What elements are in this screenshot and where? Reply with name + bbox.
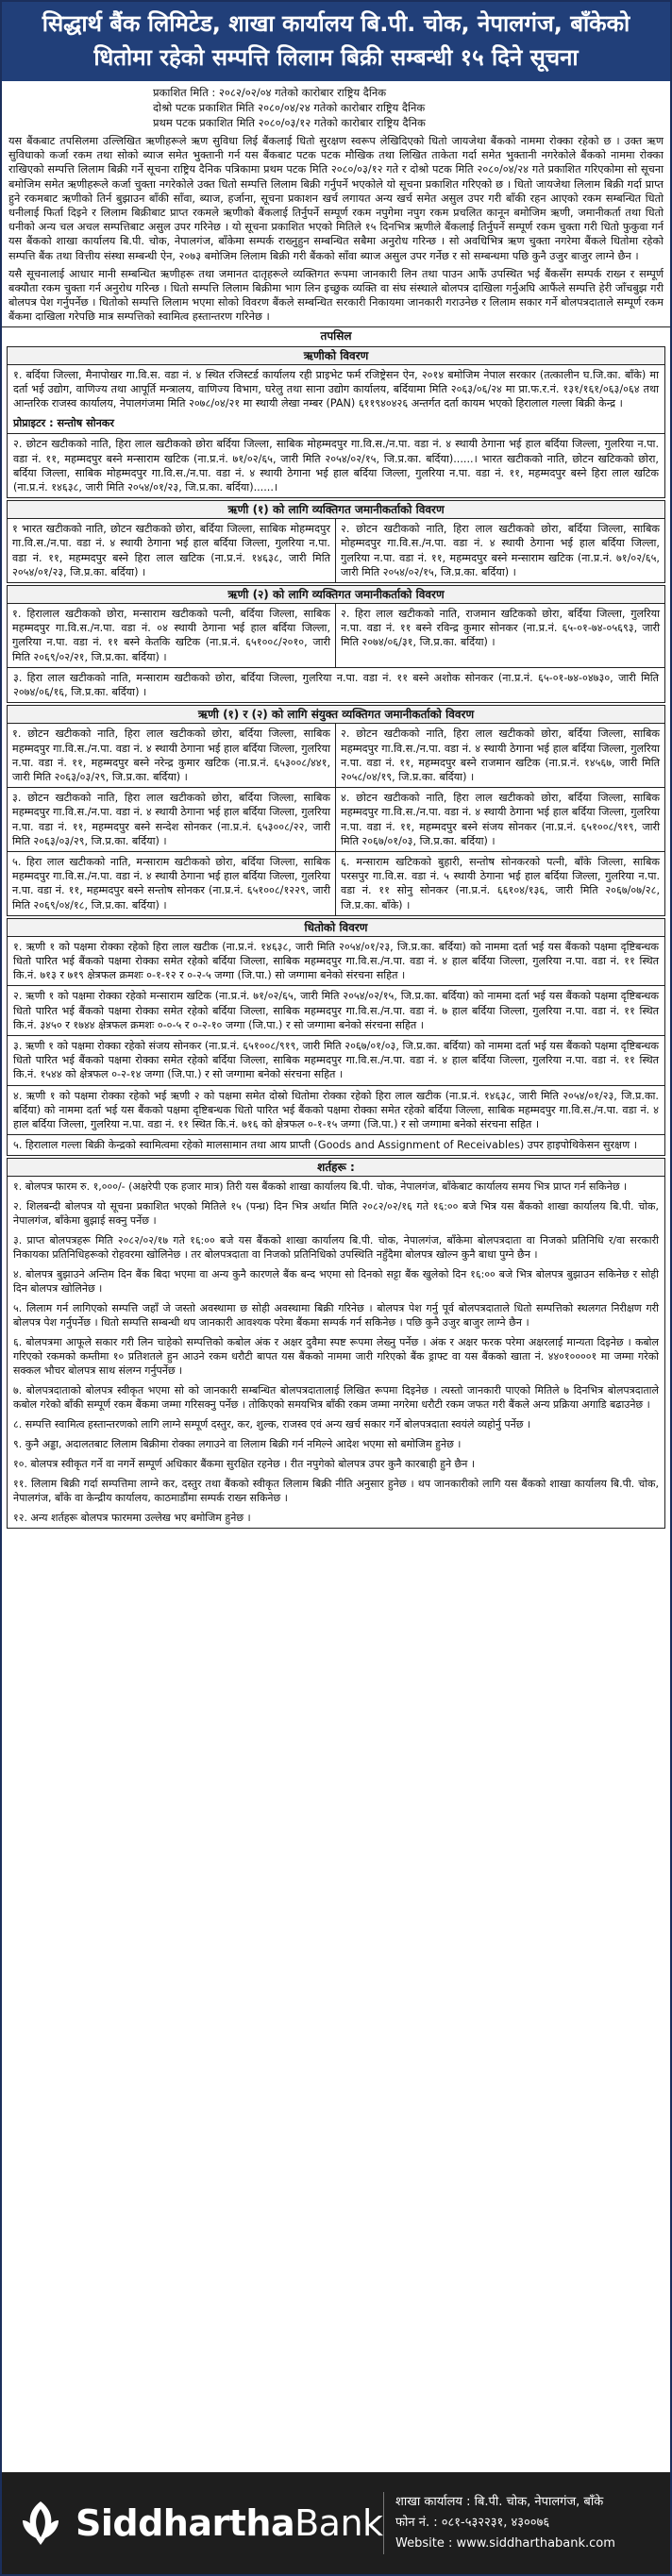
debtor-heading: ऋणीको विवरण xyxy=(8,347,664,365)
second-paragraph: यसै सूचनालाई आधार मानी सम्बन्धित ऋणीहरू तथा जमानत दातृहरूले व्यक्तिगत रूपमा जानकारी लिन तथा पाउन आफैं उपस्थित भई बैंकसँग सम्पर्क राख्न र सम्पूर्ण बक्यौता रकम चुक्ता गर्न अनुरोध गरिन्छ । धितो सम्पत्ति लिलाम बिक्रीमा भाग लिन इच्छुक व्यक्ति वा संघ संस्थाले बोलपत्र दाखिला गर्नुअघि आफैंले सम्पत्ति हेरी जाँचबुझ गरी बोलपत्र पेश गर्नुपर्नेछ । धितोको सम्पत्ति लिलाम भएमा सोको विवरण बैंकले सम्बन्धित सरकारी निकायमा जानकारी गराउनेछ र लिलाम सकार गर्ने बोलपत्रदाताले सम्पूर्ण रकम बैंकमा दाखिला गरेपछि मात्र सम्पत्तिको स्वामित्व हस्तान्तरण गरिनेछ । xyxy=(8,267,664,324)
branch-address: शाखा कार्यालय : बि.पी. चोक, नेपालगंज, बाँके xyxy=(395,2495,604,2509)
guarantor-1-right: २. छोटन खटीकको नाति, हिरा लाल खटीकको छोरा, बर्दिया जिल्ला, साबिक मोहम्मदपुर गा.वि.स./न.पा. वडा नं. ४ स्थायी ठेगाना भई हाल बर्दिया जिल्ला, गुलरिया न.पा. वडा नं. ११, महम्मदपुर बस्ने मन्साराम खटिक (ना.प्र.नं. ७१/०२/६५, जारी मिति २०५४/०२/१५, जि.प्र.का. बर्दिया) । xyxy=(341,523,660,578)
guarantor-3-section xyxy=(7,705,665,915)
collateral-section xyxy=(7,918,665,1157)
collateral-item: ५. हिरालाल गल्ला बिक्री केन्द्रको स्वामित्वमा रहेको मालसामान तथा आय प्राप्ती (Goods and Assignment of Receivables) उपर हाइपोथिकेसन सुरक्षण । xyxy=(8,1134,664,1155)
condition-item: ६. बोलपत्रमा आफूले सकार गरी लिन चाहेको सम्पत्तिको कबोल अंक र अक्षर दुवैमा स्पष्ट रूपमा लेख्नु पर्नेछ । अंक र अक्षर फरक परेमा अक्षरलाई मान्यता दिइनेछ । कबोल गरिएको रकमको कम्तीमा १० प्रतिशतले हुन आउने रकम धरौटी बापत यस बैंकको नाममा जारी गरिएको बैंक ड्राफ्ट वा यस बैंकको खाता नं. ४४०१००००१ मा जम्मा गरेको सक्कल भौचर बोलपत्र साथ संलग्न गर्नुपर्नेछ । xyxy=(13,1336,659,1378)
notice-header xyxy=(2,2,670,81)
condition-item: ९. कुनै अड्डा, अदालतबाट लिलाम बिक्रीमा रोक्का लगाउने वा लिलाम बिक्री गर्न नमिल्ने आदेश भएमा सो बमोजिम हुनेछ । xyxy=(13,1438,462,1451)
guarantor-3-heading: ऋणी (१) र (२) को लागि संयुक्त व्यक्तिगत जमानीकर्ताको विवरण xyxy=(8,706,664,724)
guarantor-1-left: १ भारत खटीकको नाति, छोटन खटीकको छोरा, बर्दिया जिल्ला, साबिक मोहम्मदपुर गा.वि.स./न.पा. वडा नं. ४ स्थायी ठेगाना भई हाल बर्दिया जिल्ला, गुलरिया न.पा. वडा नं. ११, महम्मदपुर बस्ने हिरा लाल खटिक (ना.प्र.नं. १४६३८, जारी मिति २०५४/०१/२३, जि.प्र.का. बर्दिया) । xyxy=(8,519,336,582)
condition-item: ७. बोलपत्रदाताको बोलपत्र स्वीकृत भएमा सो को जानकारी सम्बन्धित बोलपत्रदातालाई लिखित रूपमा दिइनेछ । त्यस्तो जानकारी पाएको मितिले ७ दिनभित्र बोलपत्रदाताले कबोल गरेको बाँकी सम्पूर्ण रकम बैंकमा जम्मा गरिसक्नु पर्नेछ । तोकिएको समयभित्र बाँकी रकम जम्मा नगरेमा धरौटी रकम जफत गरी बैंकले अन्य प्रक्रिया अगाडि बढाउनेछ । xyxy=(13,1384,659,1412)
conditions-section xyxy=(7,1158,665,1529)
condition-item: १. बोलपत्र फारम रु. १,०००/- (अक्षरेपी एक हजार मात्र) तिरी यस बैंकको शाखा कार्यालय बि.पी. चोक, नेपालगंज, बाँकेबाट कार्यालय समय भित्र प्राप्त गर्न सकिनेछ । xyxy=(13,1180,628,1194)
tapsil-heading: तपसिल xyxy=(2,326,670,344)
collateral-item: २. ऋणी १ को पक्षमा रोक्का रहेको मन्साराम खटिक (ना.प्र.नं. ७१/०२/६५, जारी मिति २०५४/०२/१५, जि.प्र.का. बर्दिया) को नाममा दर्ता भई यस बैंकको पक्षमा दृष्टिबन्धक धितो पारित भई बैंकको पक्षमा रोक्का समेत रहेको बर्दिया जिल्ला, साबिक महम्मदपुर गा.वि.स./न.पा. वडा नं. ७ हाल बर्दिया जिल्ला, गुलरिया न.पा. वडा नं. ११ स्थित कि.नं. ३४५० र १७४४ क्षेत्रफल क्रमशः ०-०-५ र ०-२-१० जग्गा (जि.पा.) र सो जग्गामा बनेको संरचना सहित । xyxy=(8,985,664,1035)
condition-item: ८. सम्पत्ति स्वामित्व हस्तान्तरणको लागि लाग्ने सम्पूर्ण दस्तुर, कर, शुल्क, राजस्व एवं अन्य खर्च सकार गर्ने बोलपत्रदाता स्वयंले व्यहोर्नु पर्नेछ । xyxy=(13,1418,531,1431)
debtor-section xyxy=(7,346,665,499)
guarantor-3-cell-1: १. छोटन खटीकको नाति, हिरा लाल खटीकको छोरा, बर्दिया जिल्ला, साबिक महम्मदपुर गा.वि.स./न.पा. वडा नं. ४ स्थायी ठेगाना भई हाल बर्दिया जिल्ला, गुलरिया न.पा. वडा नं. ११, महम्मदपुर बस्ने नरेन्द्र कुमार खटिक (ना.प्र.नं. ६५३००८/४४१, जारी मिति २०६३/०३/२९, जि.प्र.का. बर्दिया) । xyxy=(8,724,336,787)
guarantor-2-full: ३. हिरा लाल खटीकको नाति, मन्साराम खटीकको छोरा, बर्दिया जिल्ला, गुलरिया न.पा. वडा नं. ११ बस्ने अशोक सोनकर (ना.प्र.नं. ६५-०१-७४-०४७३०, जारी मिति २०७४/०६/१६, जि.प्र.का. बर्दिया) । xyxy=(8,667,664,702)
bank-logo xyxy=(15,2498,383,2549)
intro-paragraph: यस बैंकबाट तपसिलमा उल्लिखित ऋणीहरूले ऋण सुविधा लिई बैंकलाई धितो सुरक्षण स्वरूप लेखिदिएको धितो जायजेथा बैंकको नाममा रोक्का रहेको छ । उक्त ऋण सुविधाको कर्जा रकम तथा सोको ब्याज समेत भुक्तानी गर्न यस बैंकबाट पटक पटक मौखिक तथा लिखित ताकेता गर्दा समेत भुक्तानी नगरेकोले बैंकको नाममा रोक्का राखिएको सम्पत्ति लिलाम बिक्री गर्ने सूचना राष्ट्रिय दैनिक पत्रिकामा प्रथम पटक मिति २०८०/०३/१२ गते र दोश्रो पटक मिति २०८०/०४/२४ गते प्रकाशित गरिएकोमा सो सूचना बमोजिम समेत ऋणीहरूले कर्जा चुक्ता नगरेकोले उक्त धितो सम्पत्ति लिलाम बिक्री गर्नुपर्ने भएकोले यो सूचना प्रकाशित गरिएको छ । धितो जायजेथा लिलाम बिक्री गर्दा प्राप्त हुने रकमबाट ऋणीको तिर्न बुझाउन बाँकी साँवा, ब्याज, हर्जाना, सूचना प्रकाशन खर्च लगायत अन्य खर्च समेत असुल उपर गरी बाँकी रहन आएको रकम सम्बन्धित धितो धनीलाई फिर्ता दिइने र लिलाम बिक्रीबाट प्राप्त रकमले ऋणीको बैंकलाई तिर्नुपर्ने सम्पूर्ण रकम नपुगेमा नपुग रकम प्रचलित कानून बमोजिम ऋणी, जमानीकर्ता तथा धितो धनीको अन्य चल अचल सम्पत्तिबाट असुल उपर गरिनेछ । यो सूचना प्रकाशित भएको मितिले १५ दिनभित्र ऋणीले बैंकलाई तिर्नुपर्ने सम्पूर्ण रकम चुक्ता गरी धितो फुकुवा गर्न यस बैंकको शाखा कार्यालय बि.पी. चोक, नेपालगंज, बाँकेमा सम्पर्क राख्नुहुन सम्बन्धित सबैमा अनुरोध गरिन्छ । सो अवधिभित्र ऋण चुक्ता नगरेमा बैंकले धितोमा रहेको सम्पत्ति बैंक तथा वित्तीय संस्था सम्बन्धी ऐन, २०७३ बमोजिम लिलाम बिक्री गरी बैंकको साँवा ब्याज असुल उपर गर्नेछ र सो सम्बन्धमा पछि कुनै उजुर बाजुर लाग्ने छैन । xyxy=(8,135,664,262)
guarantor-3-cell-3: ३. छोटन खटीकको नाति, हिरा लाल खटीकको छोरा, बर्दिया जिल्ला, साबिक महम्मदपुर गा.वि.स./न.पा. वडा नं. ४ स्थायी ठेगाना भई हाल बर्दिया जिल्ला, गुलरिया न.पा. वडा नं. ११, महम्मदपुर बस्ने सन्देश सोनकर (ना.प्र.नं. ६५३००८/२२, जारी मिति २०६३/०३/२९, जि.प्र.का. बर्दिया) । xyxy=(8,787,336,851)
collateral-item: ४. ऋणी १ को पक्षमा रोक्का रहेको भई ऋणी २ को पक्षमा समेत दोस्रो धितोमा रोक्का रहेको हिरा लाल खटीक (ना.प्र.नं. १४६३८, जारी मिति २०५४/०१/२३, जि.प्र.का. बर्दिया) को नाममा दर्ता भई यस बैंकको पक्षमा दृष्टिबन्धक धितो पारित भई बैंकको पक्षमा रोक्का समेत रहेको बर्दिया जिल्ला, साबिक महम्मदपुर गा.वि.स./न.पा. वडा नं. ४ हाल बर्दिया जिल्ला, गुलरिया न.पा. वडा नं. ११ स्थित कि.नं. ७१६ को क्षेत्रफल ०-१-१५ जग्गा (जि.पा.) र सो जग्गामा बनेको संरचना सहित । xyxy=(8,1085,664,1135)
bank-contact xyxy=(383,2492,615,2554)
phone-number: फोन नं. : ०८१-५३२२३१, ४३००७६ xyxy=(395,2516,550,2530)
bank-name xyxy=(76,2502,383,2544)
guarantor-3-cell-5: ५. हिरा लाल खटीकको नाति, मन्साराम खटीकको छोरा, बर्दिया जिल्ला, साबिक महम्मदपुर गा.वि.स./न.पा. वडा नं. ४ स्थायी ठेगाना भई हाल बर्दिया जिल्ला, गुलरिया न.पा. वडा नं. ११, महम्मदपुर बस्ने सन्तोष सोनकर (ना.प्र.नं. ६५१००८/१२२९, जारी मिति २०६९/०४/१८, जि.प्र.का. बर्दिया) । xyxy=(8,851,336,915)
condition-item: ३. प्राप्त बोलपत्रहरू मिति २०८२/०२/१७ गते १६:०० बजे यस बैंकको शाखा कार्यालय बि.पी. चोक, नेपालगंज, बाँकेमा बोलपत्रदाता वा निजको प्रतिनिधि र/वा सरकारी निकायका प्रतिनिधिहरूको रोहवरमा खोलिनेछ । तर बोलपत्रदाता वा निजको प्रतिनिधिको उपस्थिति नहुँदैमा बोलपत्र खोल्न कुनै बाधा पुग्ने छैन । xyxy=(13,1234,659,1262)
guarantor-3-cell-6: ६. मन्साराम खटिकको बुहारी, सन्तोष सोनकरको पत्नी, बाँके जिल्ला, साबिक परसपुर गा.वि.स. वडा नं. ५ स्थायी ठेगाना भई हाल बर्दिया जिल्ला, गुलरिया न.पा. वडा नं. ११ सोनु सोनकर (ना.प्र.नं. ६६१०४/१३६, जारी मिति २०६७/०७/२८, जि.प्र.का. बाँके) । xyxy=(336,851,664,915)
guarantor-2-left: १. हिरालाल खटीकको छोरा, मन्साराम खटीकको पत्नी, बर्दिया जिल्ला, साबिक महम्मदपुर गा.वि.स./न.पा. वडा नं. ०४ स्थायी ठेगाना भई हाल बर्दिया जिल्ला, गुलरिया न.पा. वडा नं. ११ बस्ने केतकि खटिक (ना.प्र.नं. ६५१००८/२०१०, जारी मिति २०६९/०२/२१, जि.प्र.का. बर्दिया) । xyxy=(8,604,336,667)
publication-date-current: प्रकाशित मिति : २०८२/०२/०४ गतेको कारोबार राष्ट्रिय दैनिक xyxy=(153,86,387,99)
collateral-item: ३. ऋणी १ को पक्षमा रोक्का रहेको संजय सोनकर (ना.प्र.नं. ६५१००८/९१९, जारी मिति २०६७/०१/०३, जि.प्र.का. बर्दिया) को नाममा दर्ता भई यस बैंकको पक्षमा दृष्टिबन्धक धितो पारित भई बैंकको पक्षमा रोक्का समेत रहेको बर्दिया जिल्ला, साबिक महम्मदपुर गा.वि.स./न.पा. वडा नं. ४ हाल बर्दिया जिल्ला, गुलरिया न.पा. वडा नं. ११ स्थित कि.नं. १५४४ को क्षेत्रफल ०-२-१४ जग्गा (जि.पा.) र सो जग्गामा बनेको संरचना सहित । xyxy=(8,1035,664,1085)
bank-footer xyxy=(2,2472,670,2574)
guarantor-3-cell-4: ४. छोटन खटीकको नाति, हिरा लाल खटीकको छोरा, बर्दिया जिल्ला, साबिक महम्मदपुर गा.वि.स./न.पा. वडा नं. ४ स्थायी ठेगाना भई हाल बर्दिया जिल्ला, गुलरिया न.पा. वडा नं. ११, महम्मदपुर बस्ने संजय सोनकर (ना.प्र.नं. ६५१००८/९१९, जारी मिति २०६७/०१/०३, जि.प्र.का. बर्दिया) । xyxy=(336,787,664,851)
publication-dates xyxy=(2,81,670,132)
collateral-item: १. ऋणी १ को पक्षमा रोक्का रहेको हिरा लाल खटीक (ना.प्र.नं. १४६३८, जारी मिति २०५४/०१/२३, जि.प्र.का. बर्दिया) को नाममा दर्ता भई यस बैंकको पक्षमा दृष्टिबन्धक धितो पारित भई बैंकको पक्षमा रोक्का समेत रहेको बर्दिया जिल्ला, साबिक महम्मदपुर गा.वि.स./न.पा. वडा नं. ४ हाल बर्दिया जिल्ला, गुलरिया न.पा. वडा नं. ११ स्थित कि.नं. ७१३ र ७१९ क्षेत्रफल क्रमशः ०-१-१२ र ०-२-५ जग्गा (जि.पा.) सो जग्गामा बनेको संरचना सहित । xyxy=(13,940,659,982)
guarantor-1-section xyxy=(7,500,665,583)
publication-date-first: प्रथम पटक प्रकाशित मिति २०८०/०३/१२ गतेको कारोबार राष्ट्रिय दैनिक xyxy=(153,116,426,129)
publication-date-second: दोश्रो पटक प्रकाशित मिति २०८०/०४/२४ गतेको कारोबार राष्ट्रिय दैनिक xyxy=(153,101,426,114)
condition-item: १२. अन्य शर्तहरू बोलपत्र फारममा उल्लेख भए बमोजिम हुनेछ । xyxy=(13,1512,251,1525)
bank-name-strong: Siddhartha xyxy=(76,2502,295,2544)
debtor-text-2: २. छोटन खटीकको नाति, हिरा लाल खटीकको छोरा बर्दिया जिल्ला, साबिक मोहम्मदपुर गा.वि.स./न.पा. वडा नं. ४ स्थायी ठेगाना भई हाल बर्दिया जिल्ला, गुलरिया न.पा. वडा नं. ११, महम्मदपुर बस्ने मन्साराम खटिक (ना.प्र.नं. ७१/०२/६५, जारी मिति २०५४/०२/१५, जि.प्र.का. बर्दिया)......। भारत खटीकको नाति, छोटन खटिकको छोरा, बर्दिया जिल्ला, साबिक मोहम्मदपुर गा.वि.स./न.पा. वडा नं. ४ स्थायी ठेगाना भई हाल बर्दिया जिल्ला, गुलरिया न.पा. वडा नं. ११, महम्मदपुर बस्ने हिरा लाल खटिक (ना.प्र.नं. १४६३८, जारी मिति २०५४/०१/२३, जि.प्र.का. बर्दिया)......। xyxy=(8,433,664,497)
siddhartha-bank-leaf-icon xyxy=(15,2498,66,2549)
condition-item: ५. लिलाम गर्न लागिएको सम्पत्ति जहाँ जे जस्तो अवस्थामा छ सोही अवस्थामा बिक्री गरिनेछ । बोलपत्र पेश गर्नु पूर्व बोलपत्रदाताले धितो सम्पत्तिको स्थलगत निरीक्षण गरी बोलपत्र पेश गर्नुपर्नेछ । धितो सम्पत्ति सम्बन्धी थप जानकारी आवश्यक परेमा बैंकमा सम्पर्क गर्न सकिनेछ । पछि कुनै उजुर बाजुर लाग्ने छैन । xyxy=(13,1302,659,1330)
guarantor-2-heading: ऋणी (२) को लागि व्यक्तिगत जमानीकर्ताको विवरण xyxy=(8,586,664,604)
notice-title-line-2: धितोमा रहेको सम्पत्ति लिलाम बिक्री सम्बन्धी १५ दिने सूचना xyxy=(93,44,579,71)
condition-item: ४. बोलपत्र बुझाउने अन्तिम दिन बैंक बिदा भएमा वा अन्य कुनै कारणले बैंक बन्द भएमा सो दिनको सट्टा बैंक खुलेको दिन १६:०० बजे भित्र बोलपत्र बुझाउन सकिनेछ र सोही दिन बोलपत्र खोलिनेछ । xyxy=(13,1268,659,1296)
collateral-heading: धितोको विवरण xyxy=(8,919,664,937)
guarantor-1-heading: ऋणी (१) को लागि व्यक्तिगत जमानीकर्ताको विवरण xyxy=(8,501,664,519)
website-link[interactable]: Website : www.siddharthabank.com xyxy=(395,2536,615,2551)
condition-item: १०. बोलपत्र स्वीकृत गर्ने वा नगर्ने सम्पूर्ण अधिकार बैंकमा सुरक्षित रहनेछ । रीत नपुगेको बोलपत्र उपर कुनै कारबाही हुने छैन । xyxy=(13,1458,476,1471)
bank-name-light: Bank xyxy=(294,2502,383,2544)
guarantor-3-cell-2: २. छोटन खटीकको नाति, हिरा लाल खटीकको छोरा, बर्दिया जिल्ला, साबिक महम्मदपुर गा.वि.स./न.पा. वडा नं. ४ स्थायी ठेगाना भई हाल बर्दिया जिल्ला, गुलरिया न.पा. वडा नं. ११, महम्मदपुर बस्ने राजमान खटिक (ना.प्र.नं. १४५६७, जारी मिति २०५८/०४/१९, जि.प्र.का. बर्दिया) । xyxy=(341,728,660,783)
condition-item: २. शिलबन्दी बोलपत्र यो सूचना प्रकाशित भएको मितिले १५ (पन्ध्र) दिन भित्र अर्थात मिति २०८२/०२/१६ गते १६:०० बजे भित्र यस बैंकको शाखा कार्यालय बि.पी. चोक, नेपालगंज, बाँकेमा बुझाई सक्नु पर्नेछ । xyxy=(13,1200,659,1228)
conditions-heading: शर्तहरू : xyxy=(8,1159,664,1177)
guarantor-2-section xyxy=(7,585,665,703)
debtor-text: १. बर्दिया जिल्ला, मैनापोखर गा.वि.स. वडा नं. ४ स्थित रजिस्टर्ड कार्यालय रही प्राइभेट फर्म रजिष्ट्रेसन ऐन, २०१४ बमोजिम नेपाल सरकार (तत्कालीन घ.जि.का. बाँके) मा दर्ता भई उद्योग, वाणिज्य तथा आपूर्ति मन्त्रालय, वाणिज्य विभाग, घरेलु तथा साना उद्योग कार्यालय, बर्दियामा मिति २०६३/०६/२४ मा प्रा.फ.र.नं. १३१/१६१/०६३/०६४ तथा आन्तरिक राजस्व कार्यालय, नेपालगंजमा मिति २०७८/०४/२१ मा स्थायी लेखा नम्बर (PAN) ६११९४०४२६ अन्तर्गत दर्ता कायम भएको हिरालाल गल्ला बिक्री केन्द्र । xyxy=(13,368,659,410)
guarantor-2-right: २. हिरा लाल खटीकको नाति, राजमान खटिकको छोरा, बर्दिया जिल्ला, गुलरिया न.पा. वडा नं. ११ बस्ने रविन्द्र कुमार सोनकर (ना.प्र.नं. ६५-०१-७४-०५६९३, जारी मिति २०७४/०६/३१, जि.प्र.का. बर्दिया) । xyxy=(341,608,660,649)
debtor-proprietor: प्रोप्राइटर : सन्तोष सोनकर xyxy=(13,417,114,430)
condition-item: ११. लिलाम बिक्री गर्दा सम्पत्तिमा लाग्ने कर, दस्तुर तथा बैंकको स्वीकृत लिलाम बिक्री नीति अनुसार हुनेछ । थप जानकारीको लागि यस बैंकको शाखा कार्यालय बि.पी. चोक, नेपालगंज, बाँके वा केन्द्रीय कार्यालय, काठमाडौंमा सम्पर्क राख्न सकिनेछ । xyxy=(13,1478,659,1505)
notice-title-line-1: सिद्धार्थ बैंक लिमिटेड, शाखा कार्यालय बि.पी. चोक, नेपालगंज, बाँकेको xyxy=(42,10,630,37)
